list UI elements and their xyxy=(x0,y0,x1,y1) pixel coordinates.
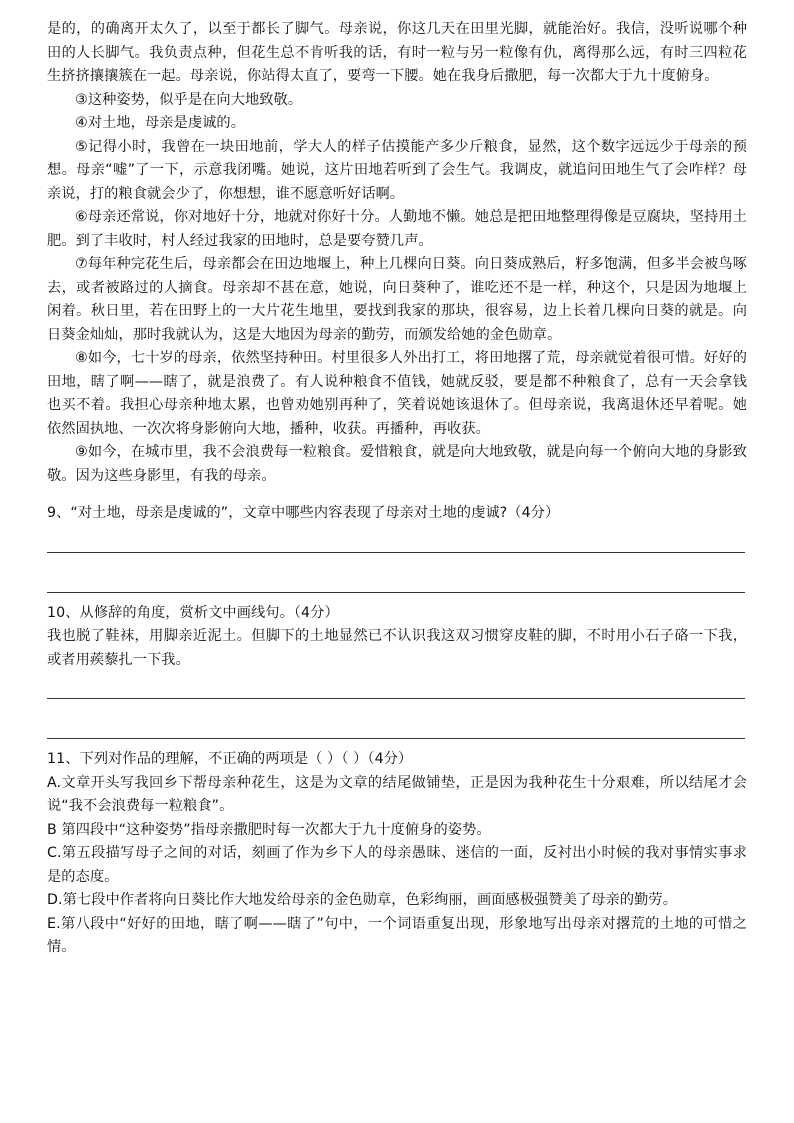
question-11-title: 11、下列对作品的理解，不正确的两项是（ ）（ ）（4分） xyxy=(47,751,413,767)
passage-paragraph-3: ③这种姿势，似乎是在向大地致敬。 xyxy=(75,91,303,108)
question-9: 9、“对土地，母亲是虔诚的”，文章中哪些内容表现了母亲对土地的虔诚?（4分） xyxy=(47,505,560,521)
passage-paragraph-9: ⑨如今，在城市里，我不会浪费每一粒粮食。爱惜粮食，就是向大地致敬，就是向每一个俯向大地的身影致敬。因为这些身影里，有我的母亲。 xyxy=(47,444,747,484)
passage-paragraph-7: ⑦每年种完花生后，母亲都会在田边地堰上，种上几棵向日葵。向日葵成熟后，籽多饱满，但多半会被鸟啄去，或者被路过的人摘食。母亲却不甚在意，她说，向日葵种了，谁吃还不是一样，种这个，只是因为地堰上闲着。秋日里，若在田野上的一大片花生地里，要找到我家的那块，很容易，边上长着几棵向日葵的就是。向日葵金灿灿，那时我就认为，这是大地因为母亲的勤劳，而颁发给她的金色勋章。 xyxy=(47,256,747,343)
question-10-title: 10、从修辞的角度，赏析文中画线句。（4分） xyxy=(47,604,339,621)
option-b: B 第四段中“这种姿势”指母亲撒肥时每一次都大于九十度俯身的姿势。 xyxy=(47,821,491,838)
passage-paragraph-continued: 是的，的确离开太久了，以至于都长了脚气。母亲说，你这几天在田里光脚，就能治好。我信，没听说哪个种田的人长脚气。我负责点种，但花生总不肯听我的话，有时一粒与另一粒像有仇，离得那么远，有时三四粒花生挤挤攘攘簇在一起。母亲说，你站得太直了，要弯一下腰。她在我身后撒肥，每一次都大于九十度俯身。 xyxy=(47,21,747,84)
option-c: C.第五段描写母子之间的对话，刻画了作为乡下人的母亲愚昧、迷信的一面，反衬出小时候的我对事情实事求是的态度。 xyxy=(47,845,747,885)
passage-paragraph-5: ⑤记得小时，我曾在一块田地前，学大人的样子估摸能产多少斤粮食，显然，这个数字远远少于母亲的预想。母亲“嘘”了一下，示意我闭嘴。她说，这片田地若听到了会生气。我调皮，就追问田地生气了会咋样？母亲说，打的粮食就会少了，你想想，谁不愿意听好话啊。 xyxy=(47,138,747,202)
document-page xyxy=(47,18,747,960)
passage-paragraph-8: ⑧如今，七十岁的母亲，依然坚持种田。村里很多人外出打工，将田地撂了荒，母亲就觉着很可惜。好好的田地，瞎了啊——瞎了，就是浪费了。有人说种粮食不值钱，她就反驳，要是都不种粮食了，总有一天会拿钱也买不着。我担心母亲种地太累，也曾劝她别再种了，笑着说她该退休了。但母亲说，我离退休还早着呢。她依然固执地、一次次将身影俯向大地，播种，收获。再播种，再收获。 xyxy=(47,350,747,437)
question-10-quote: 我也脱了鞋袜，用脚亲近泥土。但脚下的土地显然已不认识我这双习惯穿皮鞋的脚，不时用小石子硌一下我，或者用蒺藜扎一下我。 xyxy=(47,628,747,668)
option-d: D.第七段中作者将向日葵比作大地发给母亲的金色勋章，色彩绚丽，画面感极强赞美了母亲的勤劳。 xyxy=(47,892,677,908)
passage-paragraph-6: ⑥母亲还常说，你对地好十分，地就对你好十分。人勤地不懒。她总是把田地整理得像是豆腐块，坚持用土肥。到了丰收时，村人经过我家的田地时，总是要夸赞几声。 xyxy=(47,209,747,249)
passage-paragraph-4: ④对土地，母亲是虔诚的。 xyxy=(75,115,245,131)
option-e: E.第八段中“好好的田地，瞎了啊——瞎了”句中，一个词语重复出现，形象地写出母亲对撂荒的土地的可惜之情。 xyxy=(47,915,747,955)
option-a: A.文章开头写我回乡下帮母亲种花生，这是为文章的结尾做铺垫，正是因为我种花生十分艰难，所以结尾才会说“我不会浪费每一粒粮食”。 xyxy=(47,774,747,814)
